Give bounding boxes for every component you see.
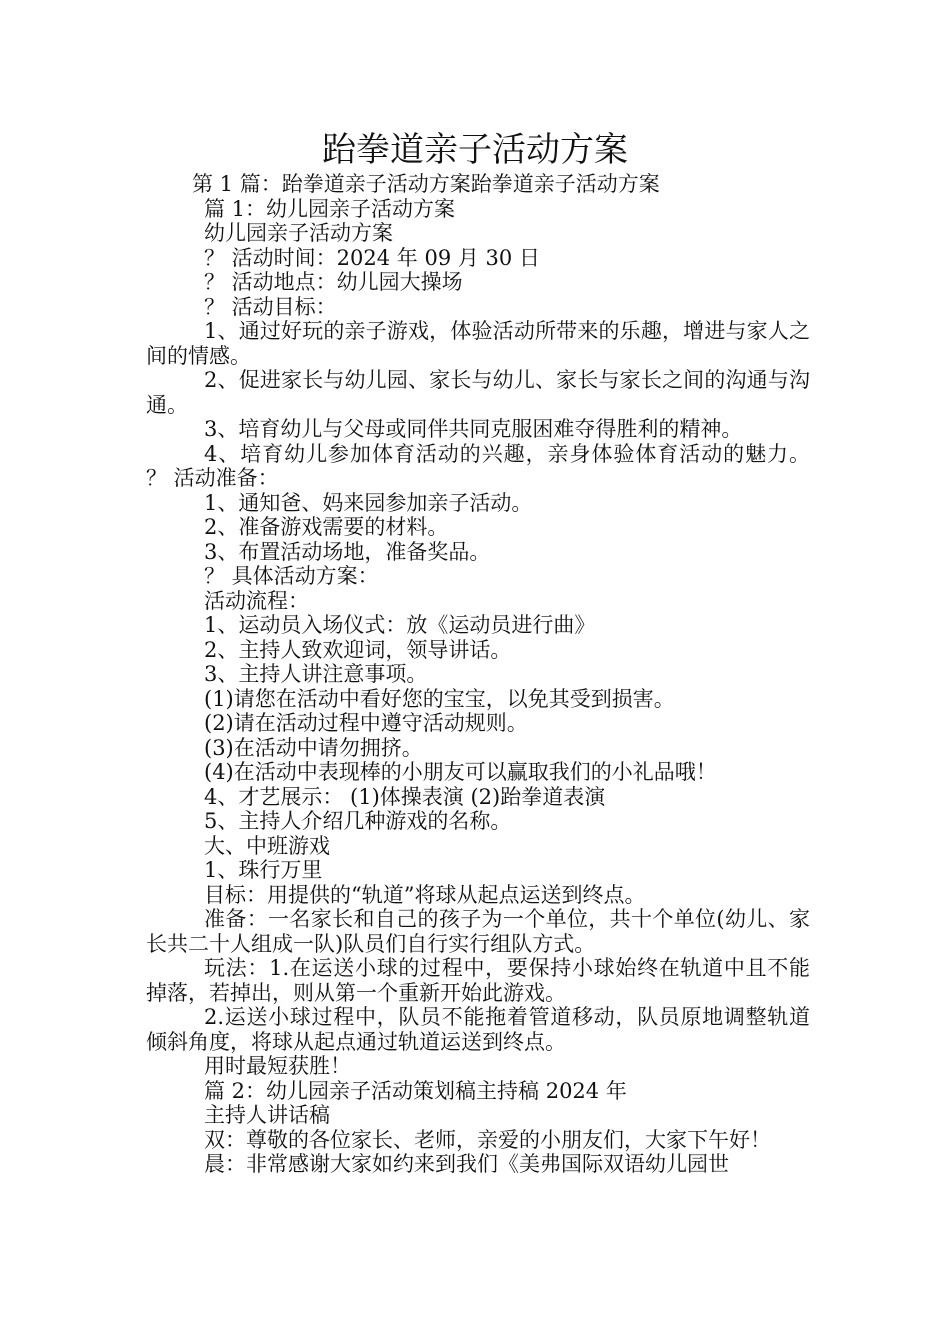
paragraph: (4)在活动中表现棒的小朋友可以赢取我们的小礼品哦！ bbox=[204, 760, 717, 784]
paragraph: (3)在活动中请勿拥挤。 bbox=[204, 735, 423, 760]
paragraph: (1)请您在活动中看好您的宝宝，以免其受到损害。 bbox=[204, 686, 675, 711]
paragraph: 1、通过好玩的亲子游戏，体验活动所带来的乐趣，增进与家人之间的情感。 bbox=[146, 319, 810, 368]
paragraph: 3、布置活动场地，准备奖品。 bbox=[204, 539, 491, 564]
document-title: 跆拳道亲子活动方案 bbox=[322, 130, 628, 170]
paragraph: 2、促进家长与幼儿园、家长与幼儿、家长与家长之间的沟通与沟通。 bbox=[146, 368, 810, 417]
paragraph: ？ 活动目标： bbox=[204, 294, 337, 319]
paragraph: 用时最短获胜！ bbox=[204, 1054, 351, 1078]
paragraph: ？ 活动地点：幼儿园大操场 bbox=[204, 270, 463, 294]
paragraph: (2)请在活动过程中遵守活动规则。 bbox=[204, 711, 528, 735]
paragraph: 4、培育幼儿参加体育活动的兴趣，亲身体验体育活动的魅力。 ？ 活动准备： bbox=[146, 441, 810, 490]
paragraph: 大、中班游戏 bbox=[204, 833, 330, 858]
paragraph: 幼儿园亲子活动方案 bbox=[204, 221, 393, 245]
paragraph: 3、培育幼儿与父母或同伴共同克服困难夺得胜利的精神。 bbox=[204, 417, 743, 441]
paragraph: 1、通知爸、妈来园参加亲子活动。 bbox=[204, 490, 533, 515]
chapter-heading: 第 1 篇：跆拳道亲子活动方案跆拳道亲子活动方案 bbox=[192, 172, 660, 196]
paragraph: 准备：一名家长和自己的孩子为一个单位，共十个单位(幼儿、家长共二十人组成一队)队员们自行实行组队方式。 bbox=[146, 907, 810, 956]
document-body bbox=[146, 172, 810, 1177]
paragraph: 主持人讲话稿 bbox=[204, 1103, 330, 1127]
paragraph: ？ 具体活动方案： bbox=[204, 564, 379, 588]
section-heading: 篇 2：幼儿园亲子活动策划稿主持稿 2024 年 bbox=[204, 1078, 627, 1103]
paragraph: 1、运动员入场仪式：放《运动员进行曲》 bbox=[204, 613, 596, 637]
paragraph: 3、主持人讲注意事项。 bbox=[204, 662, 428, 686]
paragraph: 玩法：1.在运送小球的过程中，要保持小球始终在轨道中且不能掉落，若掉出，则从第一个重新开始此游戏。 bbox=[146, 956, 810, 1005]
paragraph: 双：尊敬的各位家长、老师，亲爱的小朋友们，大家下午好！ bbox=[204, 1127, 771, 1152]
paragraph: 活动流程： bbox=[204, 588, 309, 613]
paragraph: 2、准备游戏需要的材料。 bbox=[204, 515, 449, 539]
paragraph: 5、主持人介绍几种游戏的名称。 bbox=[204, 809, 512, 833]
paragraph: 4、才艺展示： (1)体操表演 (2)跆拳道表演 bbox=[204, 784, 606, 809]
paragraph: 目标：用提供的“轨道”将球从起点运送到终点。 bbox=[204, 882, 646, 907]
section-heading: 篇 1：幼儿园亲子活动方案 bbox=[204, 196, 456, 221]
paragraph: 2.运送小球过程中，队员不能拖着管道移动，队员原地调整轨道倾斜角度，将球从起点通过轨道运送到终点。 bbox=[146, 1005, 810, 1054]
paragraph: 2、主持人致欢迎词，领导讲话。 bbox=[204, 637, 512, 662]
paragraph: ？ 活动时间：2024 年 09 月 30 日 bbox=[204, 245, 540, 270]
paragraph: 晨：非常感谢大家如约来到我们《美弗国际双语幼儿园世 bbox=[204, 1152, 729, 1176]
paragraph: 1、珠行万里 bbox=[204, 858, 323, 882]
